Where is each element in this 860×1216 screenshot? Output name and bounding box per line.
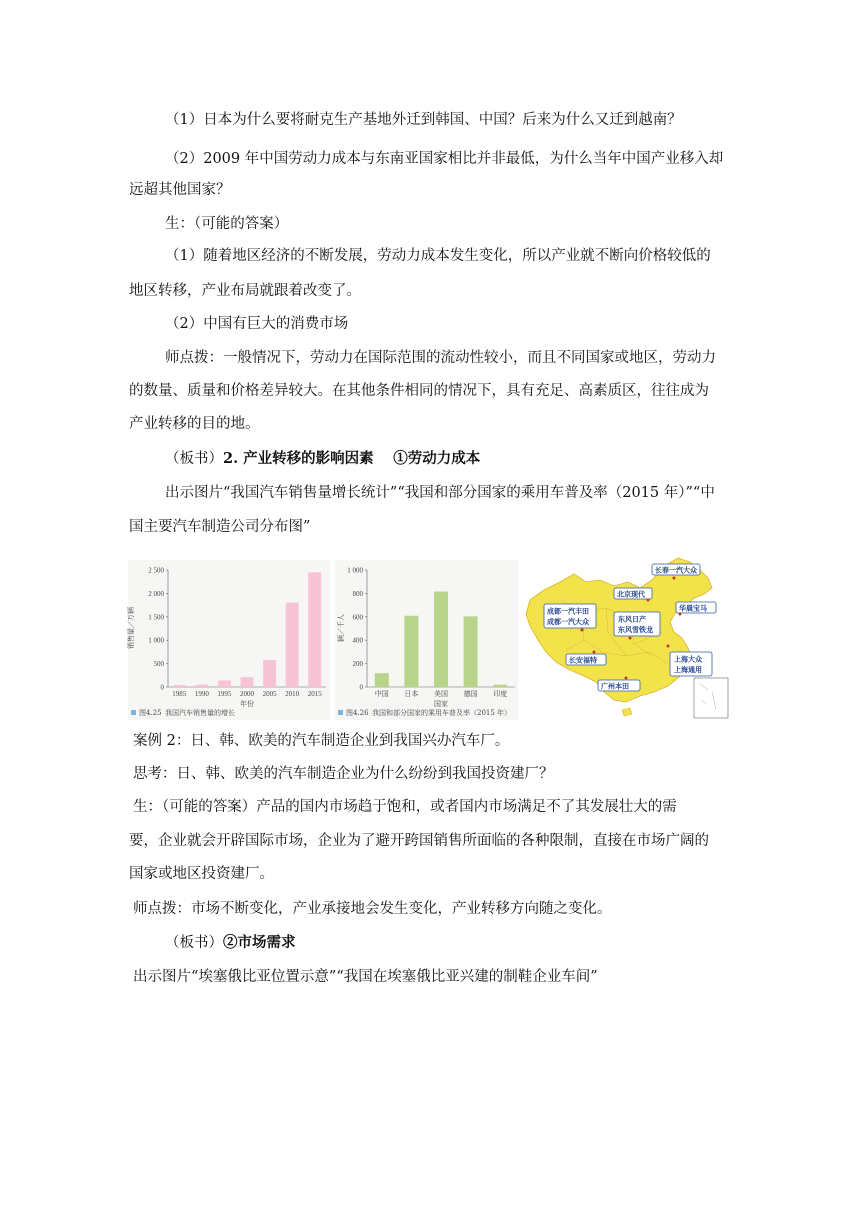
svg-text:上海通用: 上海通用 xyxy=(674,666,702,674)
answer-1-line-1: （1）随着地区经济的不断发展，劳动力成本发生变化，所以产业就不断向价格较低的 xyxy=(165,248,711,264)
board-note-2-heading: ②市场需求 xyxy=(223,934,296,951)
y-tick-label: 0 xyxy=(160,683,164,692)
bar-2005 xyxy=(263,660,276,687)
y-tick-label: 200 xyxy=(352,660,363,669)
car-makers-map xyxy=(522,560,732,720)
x-tick-label: 1985 xyxy=(172,690,187,698)
figure-number: 图4.26 xyxy=(346,709,369,717)
map-label-dongfeng xyxy=(614,612,660,636)
svg-text:北京现代: 北京现代 xyxy=(617,590,645,599)
teacher-note-2: 师点拨：市场不断变化，产业承接地会发生变化，产业转移方向随之变化。 xyxy=(133,901,612,917)
y-tick-label: 800 xyxy=(352,589,363,598)
svg-text:上海大众: 上海大众 xyxy=(674,655,702,664)
question-1: （1）日本为什么要将耐克生产基地外迁到韩国、中国？后来为什么又迁到越南？ xyxy=(165,112,682,128)
bar-2010 xyxy=(286,603,299,687)
student-answer-2-line-1: 生：（可能的答案）产品的国内市场趋于饱和，或者国内市场满足不了其发展壮大的需 xyxy=(133,799,677,815)
x-axis-label: 年份 xyxy=(240,700,254,708)
bar-美国 xyxy=(434,592,448,687)
board-note-2-prefix: （板书） xyxy=(165,935,223,951)
x-tick-label: 2010 xyxy=(285,690,300,698)
map-label-changchun xyxy=(652,564,700,575)
x-tick-label: 2005 xyxy=(262,690,277,698)
question-2-line-2: 远超其他国家？ xyxy=(129,182,231,198)
svg-text:成都一汽大众: 成都一汽大众 xyxy=(547,618,589,626)
y-axis-label: 辆／千人 xyxy=(337,614,345,642)
south-china-sea-inset xyxy=(694,678,728,718)
y-tick-label: 0 xyxy=(359,683,363,692)
y-tick-label: 2 500 xyxy=(148,566,164,575)
svg-text:长春一汽大众: 长春一汽大众 xyxy=(655,566,697,575)
y-axis-label: 销售量／万辆 xyxy=(127,607,135,649)
car-ownership-chart xyxy=(335,560,518,720)
caption-marker xyxy=(131,710,136,715)
map-label-shanghai xyxy=(670,652,712,676)
answer-1-line-2: 地区转移，产业布局就跟着改变了。 xyxy=(129,283,361,299)
bar-日本 xyxy=(404,616,418,687)
show-images-1-line-1: 出示图片“我国汽车销售量增长统计”“我国和部分国家的乘用车普及率（2015 年）”“中 xyxy=(165,485,715,501)
map-label-huachen xyxy=(676,602,716,613)
y-tick-label: 500 xyxy=(153,660,164,669)
figure-caption: 我国和部分国家的乘用车普及率（2015 年） xyxy=(372,709,512,717)
bar-中国 xyxy=(375,673,389,687)
figure-caption: 我国汽车销售量的增长 xyxy=(165,709,235,717)
figure-number: 图4.25 xyxy=(139,709,162,717)
svg-text:东风日产: 东风日产 xyxy=(618,615,646,624)
case-2: 案例 2：日、韩、欧美的汽车制造企业到我国兴办汽车厂。 xyxy=(133,733,510,749)
think-question: 思考：日、韩、欧美的汽车制造企业为什么纷纷到我国投资建厂？ xyxy=(133,766,554,782)
x-tick-label: 日本 xyxy=(404,690,419,698)
board-note-1-prefix: （板书） xyxy=(165,451,223,467)
student-answer-heading: 生：（可能的答案） xyxy=(165,216,289,232)
car-sales-chart xyxy=(128,560,330,720)
caption-marker xyxy=(338,710,343,715)
x-tick-label: 德国 xyxy=(463,690,478,698)
y-tick-label: 1 000 xyxy=(148,636,164,645)
bar-德国 xyxy=(464,616,478,687)
show-images-1-line-2: 国主要汽车制造公司分布图” xyxy=(129,519,311,535)
x-tick-label: 1995 xyxy=(217,690,232,698)
answer-2: （2）中国有巨大的消费市场 xyxy=(165,316,349,332)
map-label-guangzhou xyxy=(598,680,640,691)
x-tick-label: 印度 xyxy=(493,690,508,698)
bar-印度 xyxy=(493,685,507,687)
map-label-changan xyxy=(566,654,606,665)
x-tick-label: 2000 xyxy=(240,690,254,698)
bar-1990 xyxy=(195,685,208,687)
y-tick-label: 400 xyxy=(352,636,363,645)
y-tick-label: 1 500 xyxy=(148,613,164,622)
show-images-2: 出示图片“埃塞俄比亚位置示意”“我国在埃塞俄比亚兴建的制鞋企业车间” xyxy=(133,969,598,985)
svg-text:华晨宝马: 华晨宝马 xyxy=(679,604,707,613)
bar-1995 xyxy=(218,680,231,687)
board-note-2 xyxy=(165,933,296,953)
y-tick-label: 600 xyxy=(352,613,363,622)
svg-text:长安福特: 长安福特 xyxy=(569,656,597,665)
map-label-beijing xyxy=(614,588,652,599)
board-note-1 xyxy=(165,449,480,469)
teacher-note-1-line-2: 的数量、质量和价格差异较大。在其他条件相同的情况下，具有充足、高素质区，往往成为 xyxy=(129,383,709,399)
y-tick-label: 1 000 xyxy=(347,566,363,575)
bar-2015 xyxy=(308,572,321,687)
x-tick-label: 1990 xyxy=(194,690,209,698)
x-tick-label: 美国 xyxy=(434,690,448,698)
bar-2000 xyxy=(241,677,254,687)
y-tick-label: 2 000 xyxy=(148,589,164,598)
svg-text:广州本田: 广州本田 xyxy=(601,682,629,691)
question-2-line-1: （2）2009 年中国劳动力成本与东南亚国家相比并非最低，为什么当年中国产业移入却 xyxy=(165,151,724,167)
svg-text:东风雪铁龙: 东风雪铁龙 xyxy=(618,626,653,634)
student-answer-2-line-2: 要，企业就会开辟国际市场，企业为了避开跨国销售所面临的各种限制，直接在市场广阔的 xyxy=(129,833,709,849)
teacher-note-1-line-3: 产业转移的目的地。 xyxy=(129,416,260,432)
x-tick-label: 2015 xyxy=(307,690,322,698)
x-axis-label: 国家 xyxy=(434,700,448,708)
svg-text:成都一汽丰田: 成都一汽丰田 xyxy=(547,607,589,616)
x-tick-label: 中国 xyxy=(374,690,389,698)
bar-1985 xyxy=(173,685,186,687)
board-note-1-heading: 2. 产业转移的影响因素 ①劳动力成本 xyxy=(223,450,481,467)
map-label-chengdu xyxy=(544,604,596,628)
student-answer-2-line-3: 国家或地区投资建厂。 xyxy=(129,866,274,882)
teacher-note-1-line-1: 师点拨：一般情况下，劳动力在国际范围的流动性较小，而且不同国家或地区，劳动力 xyxy=(165,350,716,366)
